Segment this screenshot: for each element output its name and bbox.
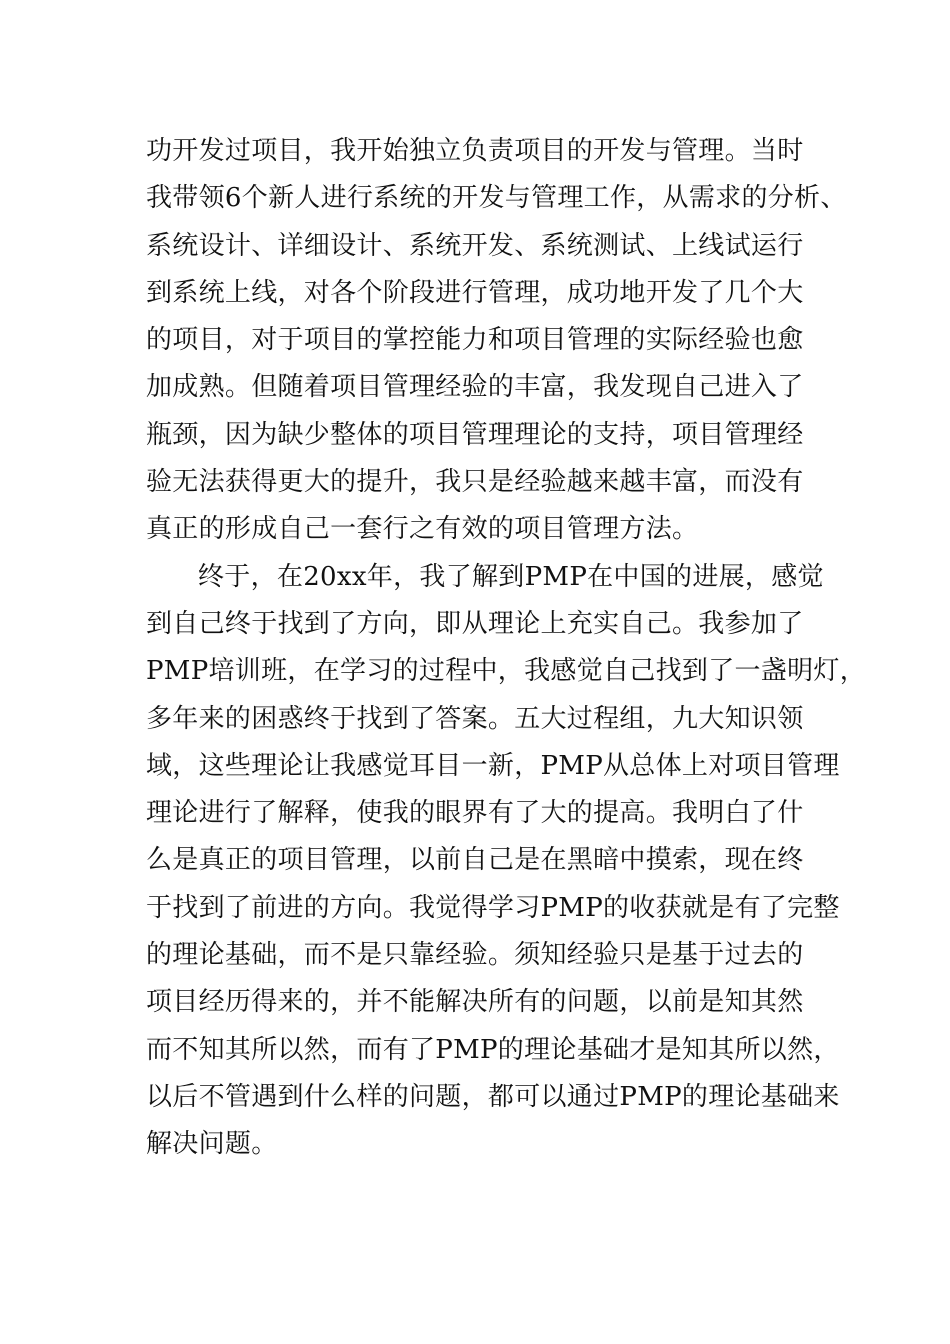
text-line: 么是真正的项目管理，以前自己是在黑暗中摸索，现在终 (146, 845, 804, 876)
text-line: 而不知其所以然，而有了PMP的理论基础才是知其所以然， (146, 1034, 840, 1065)
text-line: PMP培训班，在学习的过程中，我感觉自己找到了一盏明灯， (146, 656, 867, 687)
text-line: 加成熟。但随着项目管理经验的丰富，我发现自己进入了 (146, 372, 804, 403)
text-line: 解决问题。 (146, 1129, 278, 1160)
text-line: 项目经历得来的，并不能解决所有的问题，以前是知其然 (146, 987, 804, 1018)
text-line: 的理论基础，而不是只靠经验。须知经验只是基于过去的 (146, 940, 804, 971)
text-line: 于找到了前进的方向。我觉得学习PMP的收获就是有了完整 (146, 892, 840, 923)
paragraph-first-line: 终于，在20xx年，我了解到PMP在中国的进展，感觉 (198, 561, 824, 592)
text-line: 的项目，对于项目的掌控能力和项目管理的实际经验也愈 (146, 325, 804, 356)
text-line: 验无法获得更大的提升，我只是经验越来越丰富，而没有 (146, 467, 804, 498)
text-line: 理论进行了解释，使我的眼界有了大的提高。我明白了什 (146, 798, 804, 829)
text-line: 域，这些理论让我感觉耳目一新，PMP从总体上对项目管理 (146, 750, 840, 781)
text-line: 到系统上线，对各个阶段进行管理，成功地开发了几个大 (146, 277, 804, 308)
text-line: 以后不管遇到什么样的问题，都可以通过PMP的理论基础来 (146, 1081, 840, 1112)
text-line: 我带领6个新人进行系统的开发与管理工作，从需求的分析、 (146, 183, 847, 214)
text-line: 到自己终于找到了方向，即从理论上充实自己。我参加了 (146, 608, 804, 639)
document-body (146, 128, 867, 1169)
text-line: 功开发过项目，我开始独立负责项目的开发与管理。当时 (146, 136, 804, 166)
text-line: 系统设计、详细设计、系统开发、系统测试、上线试运行 (146, 230, 804, 261)
text-line: 瓶颈，因为缺少整体的项目管理理论的支持，项目管理经 (146, 419, 804, 450)
text-line: 真正的形成自己一套行之有效的项目管理方法。 (146, 514, 699, 545)
text-line: 多年来的困惑终于找到了答案。五大过程组，九大知识领 (146, 703, 804, 734)
